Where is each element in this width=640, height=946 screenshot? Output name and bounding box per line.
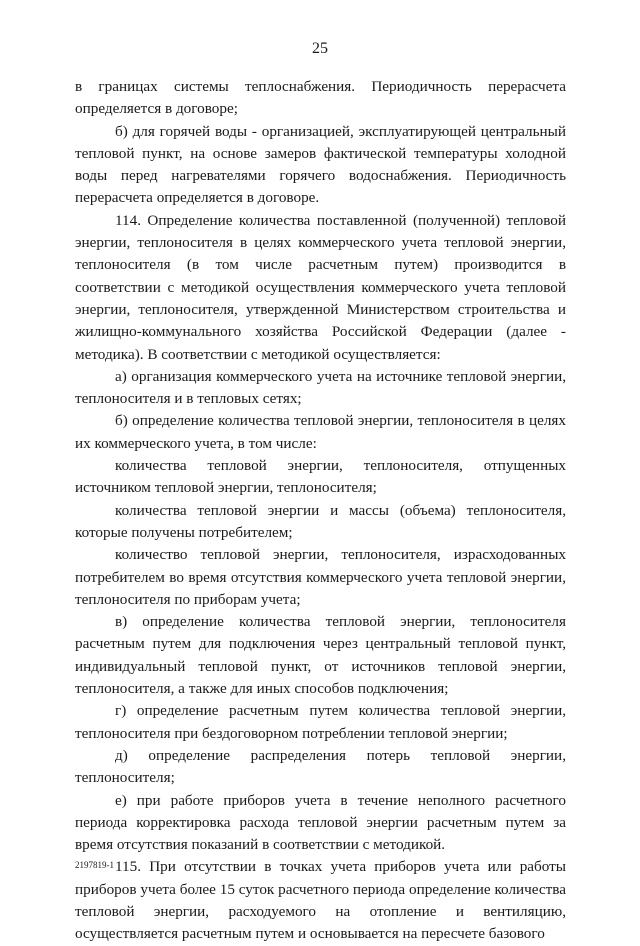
paragraph-item-a: а) организация коммерческого учета на источнике тепловой энергии, теплоносителя и в тепловых сетях; [75, 367, 566, 408]
paragraph-subitem-consumed: количество тепловой энергии, теплоносителя, израсходованных потребителем во время отсутствия коммерческого учета тепловой энергии, теплоносителя по приборам учета; [75, 546, 566, 608]
paragraph-114: 114. Определение количества поставленной (полученной) тепловой энергии, теплоносителя в целях коммерческого учета тепловой энергии, теплоносителя (в том числе расчетным путем) производится в соответствии с методикой осуществления коммерческого учета тепловой энергии, теплоносителя, утвержденной Министерством строительства и жилищно-коммунального хозяйства Российской Федерации (далее - методика). В соответствии с методикой осуществляется: [75, 211, 566, 363]
paragraph-hot-water: б) для горячей воды - организацией, эксплуатирующей центральный тепловой пункт, на основе замеров фактической температуры холодной воды перед нагревателями горячего водоснабжения. Периодичность перерасчета определяется в договоре. [75, 122, 566, 207]
paragraph-item-b: б) определение количества тепловой энергии, теплоносителя в целях их коммерческого учета, в том числе: [75, 412, 566, 452]
paragraph-item-d: д) определение распределения потерь тепловой энергии, теплоносителя; [75, 746, 566, 787]
page-number: 25 [312, 40, 328, 57]
paragraph-subitem-received: количества тепловой энергии и массы (объема) теплоносителя, которые получены потребителем; [75, 501, 566, 541]
paragraph-115: 115. При отсутствии в точках учета приборов учета или работы приборов учета более 15 суток расчетного периода определение количества тепловой энергии, расходуемого на отопление и вентиляцию, осуществляется расчетным путем и основывается на пересчете базового [75, 858, 566, 943]
paragraph-item-e: е) при работе приборов учета в течение неполного расчетного периода корректировка расхода тепловой энергии расчетным путем за время отсутствия показаний в соответствии с методикой. [75, 791, 566, 854]
paragraph-subitem-released: количества тепловой энергии, теплоносителя, отпущенных источником тепловой энергии, теплоносителя; [75, 457, 566, 497]
paragraph-item-v: в) определение количества тепловой энергии, теплоносителя расчетным путем для подключения через центральный тепловой пункт, индивидуальный тепловой пункт, от источников тепловой энергии, теплоносителя, а также для иных способов подключения; [75, 613, 566, 698]
paragraph-item-g: г) определение расчетным путем количества тепловой энергии, теплоносителя при бездоговорном потреблении тепловой энергии; [75, 702, 566, 742]
document-body [75, 76, 566, 946]
document-code: 2197819-1 [75, 860, 114, 870]
paragraph-continuation: в границах системы теплоснабжения. Периодичность перерасчета определяется в договоре; [75, 78, 566, 118]
